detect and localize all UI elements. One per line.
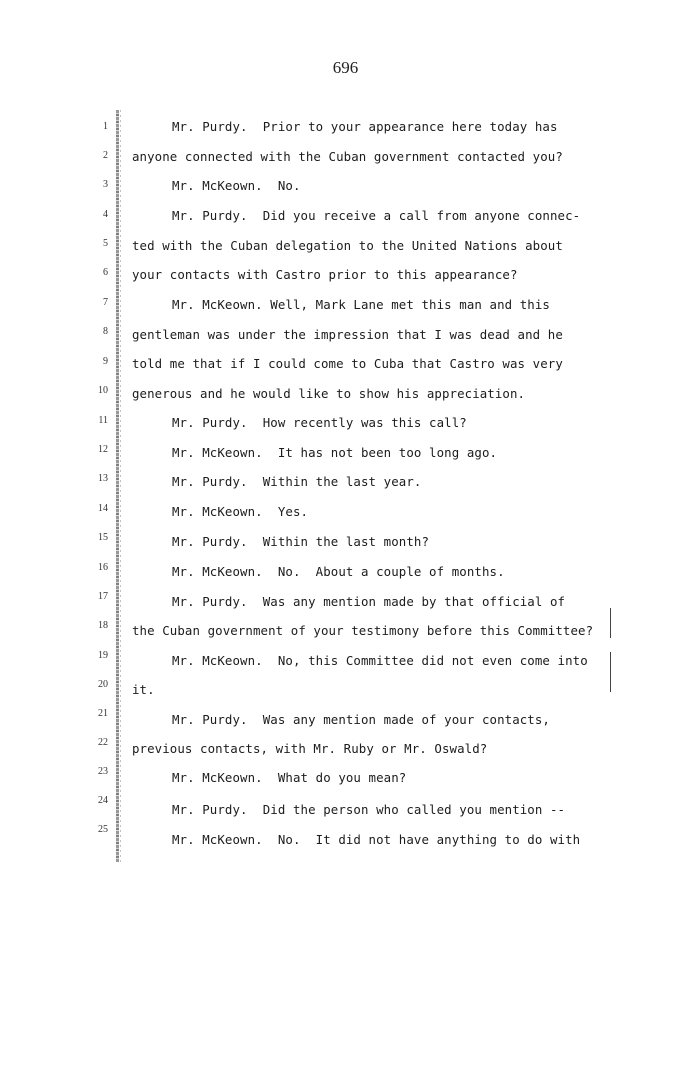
transcript-line: Mr. Purdy. How recently was this call?: [172, 415, 467, 430]
transcript-line: gentleman was under the impression that I was dead and he: [132, 327, 563, 342]
transcript-line: Mr. McKeown. Well, Mark Lane met this man and this: [172, 297, 550, 312]
line-number: 19: [98, 650, 108, 661]
transcript-line: Mr. McKeown. What do you mean?: [172, 770, 407, 785]
line-number: 10: [98, 385, 108, 396]
line-number: 21: [98, 708, 108, 719]
line-number: 2: [103, 150, 108, 161]
transcript-line: Mr. McKeown. It has not been too long ago.: [172, 445, 498, 460]
transcript-line: it.: [132, 682, 155, 697]
margin-rule-inner: [120, 110, 121, 862]
line-number: 20: [98, 679, 108, 690]
line-number: 18: [98, 620, 108, 631]
transcript-line: Mr. McKeown. No. It did not have anything to do with: [172, 832, 581, 847]
line-number: 15: [98, 532, 108, 543]
line-number: 17: [98, 591, 108, 602]
line-number: 6: [103, 267, 108, 278]
line-number: 12: [98, 444, 108, 455]
line-number: 24: [98, 795, 108, 806]
line-number: 8: [103, 326, 108, 337]
line-number: 3: [103, 179, 108, 190]
transcript-line: Mr. Purdy. Did you receive a call from anyone connec-: [172, 208, 581, 223]
transcript-line: Mr. Purdy. Within the last month?: [172, 534, 430, 549]
line-number: 11: [98, 415, 108, 426]
transcript-line: the Cuban government of your testimony before this Committee?: [132, 623, 594, 638]
margin-mark: [610, 608, 611, 638]
transcript-line: Mr. Purdy. Prior to your appearance here today has: [172, 119, 558, 134]
transcript-line: anyone connected with the Cuban government contacted you?: [132, 149, 563, 164]
line-number: 9: [103, 356, 108, 367]
line-number: 23: [98, 766, 108, 777]
margin-rule: [116, 110, 119, 862]
line-number: 13: [98, 473, 108, 484]
transcript-line: Mr. Purdy. Was any mention made by that official of: [172, 594, 566, 609]
transcript-line: Mr. McKeown. Yes.: [172, 504, 309, 519]
transcript-line: ted with the Cuban delegation to the United Nations about: [132, 238, 563, 253]
line-number: 14: [98, 503, 108, 514]
transcript-line: Mr. McKeown. No. About a couple of months.: [172, 564, 505, 579]
line-number: 22: [98, 737, 108, 748]
line-number: 5: [103, 238, 108, 249]
line-number: 1: [103, 121, 108, 132]
transcript-line: told me that if I could come to Cuba that Castro was very: [132, 356, 563, 371]
transcript-line: generous and he would like to show his appreciation.: [132, 386, 526, 401]
page-number: 696: [332, 58, 359, 77]
transcript-line: Mr. Purdy. Did the person who called you mention --: [172, 802, 566, 817]
line-number: 7: [103, 297, 108, 308]
transcript-line: Mr. Purdy. Within the last year.: [172, 474, 422, 489]
line-number: 25: [98, 824, 108, 835]
margin-mark: [610, 652, 611, 692]
transcript-line: Mr. Purdy. Was any mention made of your contacts,: [172, 712, 550, 727]
transcript-line: your contacts with Castro prior to this appearance?: [132, 267, 518, 282]
line-number: 16: [98, 562, 108, 573]
transcript-line: Mr. McKeown. No.: [172, 178, 301, 193]
transcript-line: previous contacts, with Mr. Ruby or Mr. Oswald?: [132, 741, 488, 756]
line-number: 4: [103, 209, 108, 220]
transcript-line: Mr. McKeown. No, this Committee did not even come into: [172, 653, 588, 668]
